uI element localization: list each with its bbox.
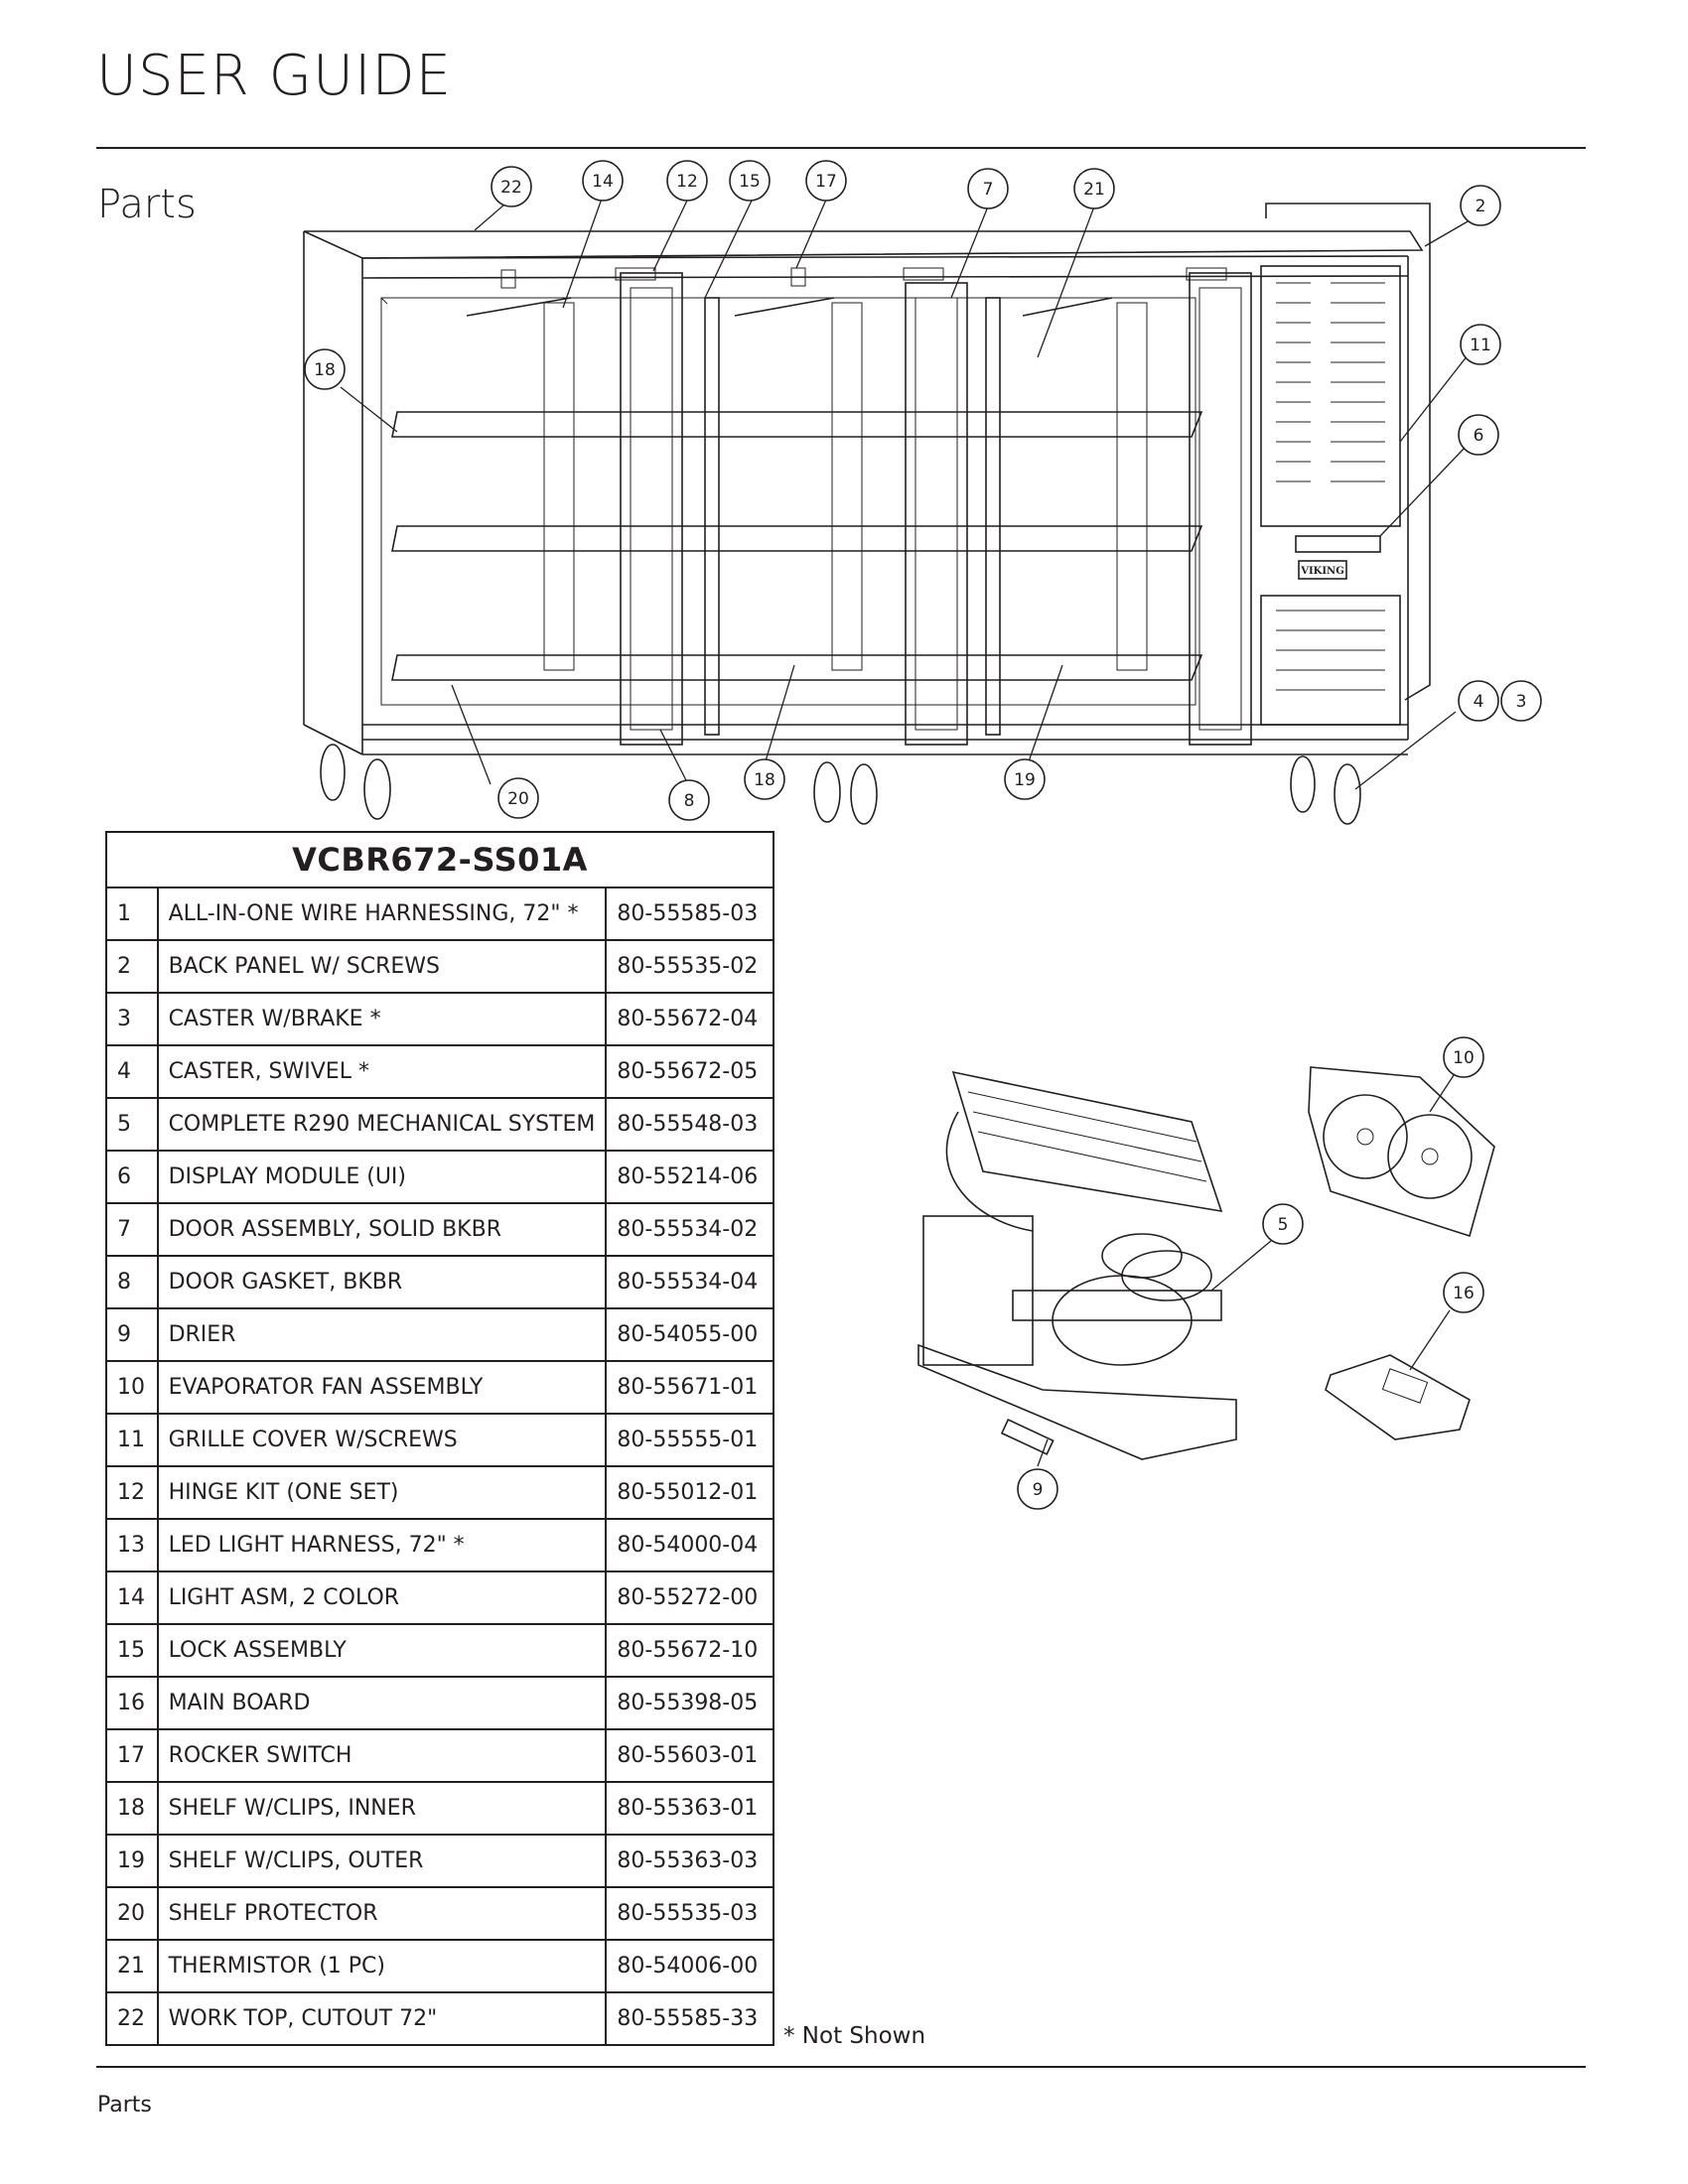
svg-text:10: 10 — [1453, 1048, 1475, 1068]
item-number: 14 — [106, 1571, 158, 1624]
item-part-number: 80-55012-01 — [606, 1466, 774, 1519]
page-header-title: USER GUIDE — [96, 44, 453, 108]
item-number: 1 — [106, 887, 158, 940]
item-number: 16 — [106, 1677, 158, 1729]
callout-8 — [669, 780, 709, 820]
item-description: THERMISTOR (1 PC) — [158, 1940, 607, 1992]
callout-17 — [806, 161, 846, 201]
item-number: 6 — [106, 1151, 158, 1203]
callout-6 — [1459, 415, 1498, 455]
item-part-number: 80-54055-00 — [606, 1308, 774, 1361]
item-number: 19 — [106, 1835, 158, 1887]
item-part-number: 80-55548-03 — [606, 1098, 774, 1151]
table-row — [106, 1729, 774, 1782]
item-description: HINGE KIT (ONE SET) — [158, 1466, 607, 1519]
table-row — [106, 1466, 774, 1519]
cabinet-illustration — [304, 204, 1430, 824]
item-description: EVAPORATOR FAN ASSEMBLY — [158, 1361, 607, 1414]
item-part-number: 80-55672-04 — [606, 993, 774, 1045]
item-part-number: 80-55672-05 — [606, 1045, 774, 1098]
grille-cover — [1261, 266, 1400, 725]
item-part-number: 80-55555-01 — [606, 1414, 774, 1466]
item-part-number: 80-55585-03 — [606, 887, 774, 940]
callout-4 — [1459, 681, 1498, 721]
item-description: LIGHT ASM, 2 COLOR — [158, 1571, 607, 1624]
item-part-number: 80-55585-33 — [606, 1992, 774, 2045]
table-row — [106, 1887, 774, 1940]
item-part-number: 80-55671-01 — [606, 1361, 774, 1414]
svg-text:17: 17 — [815, 172, 837, 192]
callout-18-left — [305, 349, 345, 389]
svg-text:18: 18 — [754, 770, 775, 790]
callout-5 — [1263, 1204, 1303, 1244]
callout-16 — [1444, 1273, 1483, 1312]
table-row — [106, 1098, 774, 1151]
item-part-number: 80-55534-02 — [606, 1203, 774, 1256]
casters — [321, 745, 1360, 824]
svg-text:4: 4 — [1473, 692, 1484, 712]
callout-7 — [968, 169, 1008, 208]
callout-9 — [1018, 1469, 1057, 1509]
item-description: GRILLE COVER W/SCREWS — [158, 1414, 607, 1466]
svg-text:8: 8 — [683, 791, 695, 811]
svg-text:19: 19 — [1014, 770, 1036, 790]
table-row — [106, 1571, 774, 1624]
table-row — [106, 1835, 774, 1887]
item-part-number: 80-55603-01 — [606, 1729, 774, 1782]
item-number: 20 — [106, 1887, 158, 1940]
table-row — [106, 940, 774, 993]
callout-12 — [667, 161, 707, 201]
item-number: 5 — [106, 1098, 158, 1151]
item-number: 22 — [106, 1992, 158, 2045]
table-row — [106, 1414, 774, 1466]
item-description: ROCKER SWITCH — [158, 1729, 607, 1782]
svg-text:21: 21 — [1083, 180, 1105, 200]
item-number: 10 — [106, 1361, 158, 1414]
callout-14 — [583, 161, 623, 201]
item-description: LED LIGHT HARNESS, 72" * — [158, 1519, 607, 1571]
table-row — [106, 1519, 774, 1571]
item-description: WORK TOP, CUTOUT 72" — [158, 1992, 607, 2045]
item-number: 13 — [106, 1519, 158, 1571]
svg-text:15: 15 — [739, 172, 761, 192]
item-number: 2 — [106, 940, 158, 993]
glass-doors — [621, 273, 1251, 745]
svg-text:2: 2 — [1475, 197, 1486, 216]
item-number: 17 — [106, 1729, 158, 1782]
item-part-number: 80-55672-10 — [606, 1624, 774, 1677]
item-number: 18 — [106, 1782, 158, 1835]
table-row — [106, 1151, 774, 1203]
callout-15 — [730, 161, 770, 201]
item-part-number: 80-54006-00 — [606, 1940, 774, 1992]
item-part-number: 80-55363-01 — [606, 1782, 774, 1835]
svg-text:22: 22 — [500, 178, 522, 198]
svg-text:6: 6 — [1473, 426, 1484, 446]
item-description: BACK PANEL W/ SCREWS — [158, 940, 607, 993]
item-part-number: 80-55272-00 — [606, 1571, 774, 1624]
item-part-number: 80-55398-05 — [606, 1677, 774, 1729]
svg-text:12: 12 — [676, 172, 698, 192]
evaporator-fan-illustration — [1309, 1067, 1494, 1236]
table-row — [106, 1624, 774, 1677]
item-part-number: 80-55535-03 — [606, 1887, 774, 1940]
svg-text:5: 5 — [1277, 1215, 1289, 1235]
item-part-number: 80-55535-02 — [606, 940, 774, 993]
footer-label: Parts — [97, 2093, 152, 2117]
item-description: DOOR ASSEMBLY, SOLID BKBR — [158, 1203, 607, 1256]
display-module — [1296, 536, 1380, 552]
table-row — [106, 1677, 774, 1729]
item-number: 15 — [106, 1624, 158, 1677]
parts-table — [105, 831, 774, 2046]
svg-text:3: 3 — [1515, 692, 1527, 712]
item-description: SHELF PROTECTOR — [158, 1887, 607, 1940]
item-description: MAIN BOARD — [158, 1677, 607, 1729]
parts-table-header — [106, 832, 774, 887]
item-description: DISPLAY MODULE (UI) — [158, 1151, 607, 1203]
callout-18-center — [745, 759, 784, 799]
svg-text:11: 11 — [1470, 336, 1491, 355]
item-number: 4 — [106, 1045, 158, 1098]
item-description: ALL-IN-ONE WIRE HARNESSING, 72" * — [158, 887, 607, 940]
item-part-number: 80-55363-03 — [606, 1835, 774, 1887]
main-board-illustration — [1326, 1355, 1470, 1439]
callout-11 — [1461, 325, 1500, 364]
table-row — [106, 1940, 774, 1992]
model-number: VCBR672-SS01A — [106, 832, 774, 887]
callout-22 — [492, 167, 531, 206]
table-row — [106, 1045, 774, 1098]
item-part-number: 80-54000-04 — [606, 1519, 774, 1571]
table-row — [106, 1308, 774, 1361]
table-row — [106, 993, 774, 1045]
callout-10 — [1444, 1037, 1483, 1077]
svg-text:20: 20 — [507, 789, 529, 809]
shelves — [392, 412, 1201, 680]
item-description: COMPLETE R290 MECHANICAL SYSTEM — [158, 1098, 607, 1151]
svg-text:16: 16 — [1453, 1284, 1475, 1303]
brand-label: VIKING — [1301, 566, 1344, 577]
svg-text:7: 7 — [982, 180, 994, 200]
callout-19 — [1005, 759, 1045, 799]
item-number: 12 — [106, 1466, 158, 1519]
item-part-number: 80-55534-04 — [606, 1256, 774, 1308]
item-description: CASTER W/BRAKE * — [158, 993, 607, 1045]
item-description: DOOR GASKET, BKBR — [158, 1256, 607, 1308]
footer-rule — [96, 2066, 1586, 2068]
item-number: 7 — [106, 1203, 158, 1256]
callout-20 — [498, 778, 538, 818]
item-description: SHELF W/CLIPS, OUTER — [158, 1835, 607, 1887]
callout-2 — [1461, 186, 1500, 225]
callout-21 — [1074, 169, 1114, 208]
table-row — [106, 1256, 774, 1308]
item-number: 21 — [106, 1940, 158, 1992]
not-shown-note: * Not Shown — [783, 2023, 926, 2049]
item-number: 11 — [106, 1414, 158, 1466]
item-number: 9 — [106, 1308, 158, 1361]
callout-3 — [1501, 681, 1541, 721]
item-number: 8 — [106, 1256, 158, 1308]
item-part-number: 80-55214-06 — [606, 1151, 774, 1203]
section-title: Parts — [97, 182, 197, 227]
item-description: SHELF W/CLIPS, INNER — [158, 1782, 607, 1835]
table-row — [106, 1992, 774, 2045]
svg-text:9: 9 — [1032, 1480, 1044, 1500]
item-number: 3 — [106, 993, 158, 1045]
mechanical-system-illustration — [918, 1072, 1236, 1459]
table-row — [106, 887, 774, 940]
table-row — [106, 1203, 774, 1256]
item-description: CASTER, SWIVEL * — [158, 1045, 607, 1098]
item-description: DRIER — [158, 1308, 607, 1361]
table-row — [106, 1782, 774, 1835]
svg-text:14: 14 — [592, 172, 614, 192]
item-description: LOCK ASSEMBLY — [158, 1624, 607, 1677]
table-row — [106, 1361, 774, 1414]
svg-text:18: 18 — [314, 360, 336, 380]
